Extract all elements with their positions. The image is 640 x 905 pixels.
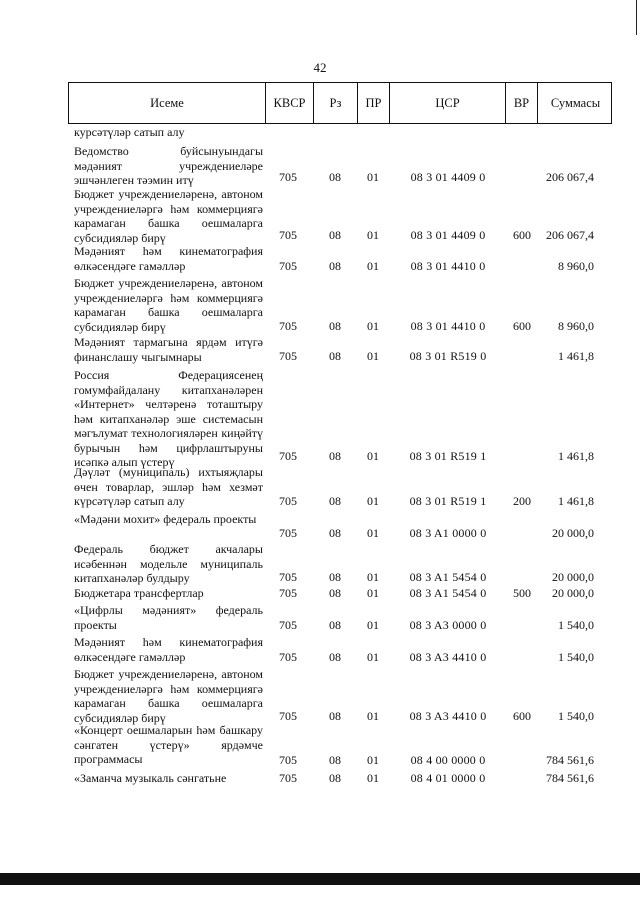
header-sum: Суммасы (550, 96, 601, 110)
row-vr: 500 (513, 586, 531, 600)
row-pr: 01 (367, 228, 379, 242)
row-rz: 08 (329, 709, 341, 723)
row-sum: 8 960,0 (558, 259, 594, 273)
row-kvsr: 705 (279, 709, 297, 723)
row-name: Ведомство буйсынуындагы мәдәният учреждениеләре эшчәнлеген тәэмин итү (74, 144, 263, 187)
row-rz: 08 (329, 650, 341, 664)
row-csr: 08 3 01 4410 0 (410, 259, 486, 273)
row-vr: 600 (513, 228, 531, 242)
row-sum: 784 561,6 (546, 771, 594, 785)
row-sum: 1 540,0 (558, 650, 594, 664)
row-csr: 08 4 01 0000 0 (410, 771, 486, 785)
row-kvsr: 705 (279, 494, 297, 508)
row-csr: 08 3 01 4409 0 (410, 228, 486, 242)
row-kvsr: 705 (279, 586, 297, 600)
row-kvsr: 705 (279, 228, 297, 242)
row-name: «Цифрлы мәдәният» федераль проекты (74, 603, 263, 632)
row-pr: 01 (367, 449, 379, 463)
row-name: курсәтүләр сатып алу (74, 125, 185, 139)
row-name: Бюджетара трансфертлар (74, 586, 204, 600)
header-vr: ВР (506, 83, 538, 123)
row-kvsr: 705 (279, 319, 297, 333)
row-csr: 08 3 A1 5454 0 (409, 570, 487, 584)
row-name: «Концерт оешмаларын һәм башкару сәнгатен үстерү» ярдәмче программасы (74, 723, 263, 766)
row-rz: 08 (329, 449, 341, 463)
header-kvsr: КВСР (266, 83, 314, 123)
row-csr: 08 3 01 4410 0 (410, 319, 486, 333)
row-rz: 08 (329, 526, 341, 540)
row-pr: 01 (367, 494, 379, 508)
row-sum: 206 067,4 (546, 228, 594, 242)
row-sum: 1 461,8 (558, 494, 594, 508)
row-name: Россия Федерациясенең гомумфайдалану китапханәләрен «Интернет» челтәренә тоташтыру һәм китапханәләр эше системасын мәгълумат технологияләрен киңәйтү бурычын һәм цифрлаштыруны исәпкә алып үстерү (74, 368, 263, 469)
row-name: Мәдәният тармагына ярдәм итүгә финанслашу чыгымнары (74, 335, 263, 364)
header-rz: Рз (314, 83, 358, 123)
row-sum: 206 067,4 (546, 170, 594, 184)
page-edge-line (636, 0, 637, 35)
row-pr: 01 (367, 709, 379, 723)
row-rz: 08 (329, 259, 341, 273)
row-pr: 01 (367, 170, 379, 184)
row-rz: 08 (329, 618, 341, 632)
row-name: Бюджет учреждениеләренә, автоном учреждениеләргә һәм коммерциягә карамаган башка оешмаларга субсидияләр бирү (74, 276, 263, 334)
row-pr: 01 (367, 618, 379, 632)
row-vr: 200 (513, 494, 531, 508)
row-vr: 600 (513, 319, 531, 333)
row-csr: 08 3 A1 5454 0 (409, 586, 487, 600)
row-kvsr: 705 (279, 650, 297, 664)
row-csr: 08 3 01 R519 0 (409, 349, 487, 363)
row-pr: 01 (367, 586, 379, 600)
row-sum: 1 461,8 (558, 349, 594, 363)
row-rz: 08 (329, 349, 341, 363)
row-rz: 08 (329, 494, 341, 508)
row-name: Бюджет учреждениеләренә, автоном учреждениеләргә һәм коммерциягә карамаган башка оешмаларга субсидияләр бирү (74, 187, 263, 245)
row-name: Дәүләт (муниципаль) ихтыяҗлары өчен товарлар, эшләр һәм хезмәт күрсәтүләр сатып алу (74, 465, 263, 508)
row-rz: 08 (329, 228, 341, 242)
row-name: Бюджет учреждениеләренә, автоном учреждениеләргә һәм коммерциягә карамаган башка оешмаларга субсидияләр бирү (74, 667, 263, 725)
row-name: Мәдәният һәм кинематография өлкәсендәге гамәлләр (74, 635, 263, 664)
row-sum: 1 540,0 (558, 618, 594, 632)
row-csr: 08 3 A3 4410 0 (409, 709, 487, 723)
scan-bottom-bar (0, 873, 640, 885)
row-sum: 20 000,0 (552, 570, 594, 584)
row-kvsr: 705 (279, 753, 297, 767)
header-name: Исеме (69, 83, 266, 123)
row-csr: 08 4 00 0000 0 (410, 753, 486, 767)
row-sum: 8 960,0 (558, 319, 594, 333)
row-rz: 08 (329, 586, 341, 600)
row-sum: 20 000,0 (552, 526, 594, 540)
row-rz: 08 (329, 319, 341, 333)
row-csr: 08 3 A3 4410 0 (409, 650, 487, 664)
row-kvsr: 705 (279, 618, 297, 632)
row-pr: 01 (367, 349, 379, 363)
row-name: Мәдәният һәм кинематография өлкәсендәге гамәлләр (74, 244, 263, 273)
row-sum: 1 540,0 (558, 709, 594, 723)
row-sum: 784 561,6 (546, 753, 594, 767)
row-kvsr: 705 (279, 570, 297, 584)
header-csr: ЦСР (390, 83, 506, 123)
row-csr: 08 3 01 4409 0 (410, 170, 486, 184)
header-pr: ПР (358, 83, 390, 123)
row-csr: 08 3 A3 0000 0 (409, 618, 487, 632)
row-kvsr: 705 (279, 526, 297, 540)
row-pr: 01 (367, 771, 379, 785)
row-csr: 08 3 01 R519 1 (409, 449, 487, 463)
row-kvsr: 705 (279, 771, 297, 785)
row-rz: 08 (329, 170, 341, 184)
row-pr: 01 (367, 650, 379, 664)
row-csr: 08 3 A1 0000 0 (409, 526, 487, 540)
row-sum: 20 000,0 (552, 586, 594, 600)
page-number: 42 (313, 60, 327, 75)
row-rz: 08 (329, 570, 341, 584)
row-name: Федераль бюджет акчалары исәбеннән модельле муниципаль китапханәләр булдыру (74, 542, 263, 585)
row-pr: 01 (367, 259, 379, 273)
row-name: «Заманча музыкаль сәнгатьне (74, 771, 227, 785)
row-sum: 1 461,8 (558, 449, 594, 463)
row-kvsr: 705 (279, 449, 297, 463)
row-name: «Мәдәни мохит» федераль проекты (74, 512, 257, 526)
row-rz: 08 (329, 753, 341, 767)
row-pr: 01 (367, 319, 379, 333)
row-kvsr: 705 (279, 259, 297, 273)
row-vr: 600 (513, 709, 531, 723)
row-rz: 08 (329, 771, 341, 785)
row-pr: 01 (367, 570, 379, 584)
row-kvsr: 705 (279, 170, 297, 184)
table-header (68, 82, 612, 124)
row-pr: 01 (367, 753, 379, 767)
row-kvsr: 705 (279, 349, 297, 363)
row-pr: 01 (367, 526, 379, 540)
row-csr: 08 3 01 R519 1 (409, 494, 487, 508)
